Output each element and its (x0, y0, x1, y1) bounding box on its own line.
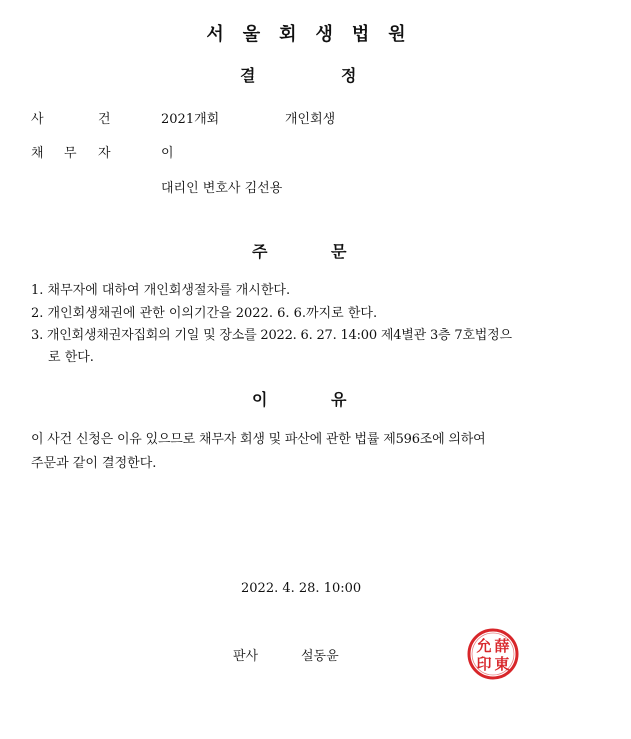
svg-text:薛: 薛 (494, 637, 510, 655)
judge-seal-stamp (466, 627, 520, 681)
case-label-char-2: 건 (98, 112, 111, 127)
doc-title-char-1: 결 (240, 66, 256, 85)
reason-title-char-2: 유 (331, 390, 347, 409)
judge-name: 설동윤 (301, 649, 339, 664)
debtor-label-char-1: 채 (31, 146, 44, 161)
representative: 대리인 변호사 김선용 (161, 181, 283, 196)
debtor-name: 이 (161, 146, 174, 161)
order-item-3-continued: 로 한다. (48, 350, 94, 365)
court-name: 서울회생법원 (206, 24, 425, 45)
debtor-label-char-2: 무 (64, 146, 77, 161)
order-item-1: 1. 채무자에 대하여 개인회생절차를 개시한다. (31, 283, 291, 298)
case-type: 개인회생 (285, 112, 336, 127)
debtor-label-char-3: 자 (98, 146, 111, 161)
reason-line-1: 이 사건 신청은 이유 있으므로 채무자 회생 및 파산에 관한 법률 제596조에 의하여 (31, 432, 486, 447)
case-label-char-1: 사 (31, 112, 44, 127)
order-title-char-2: 문 (331, 242, 347, 261)
order-item-3: 3. 개인회생채권자집회의 기일 및 장소를 2022. 6. 27. 14:00 제4별관 3층 7호법정으 (31, 328, 512, 343)
svg-text:東: 東 (494, 655, 510, 673)
decision-datetime: 2022. 4. 28. 10:00 (241, 581, 362, 596)
reason-title-char-1: 이 (252, 390, 268, 409)
reason-line-2: 주문과 같이 결정한다. (31, 456, 157, 471)
order-item-2: 2. 개인회생채권에 관한 이의기간을 2022. 6. 6.까지로 한다. (31, 306, 378, 321)
svg-text:允: 允 (476, 637, 492, 655)
case-number: 2021개회 (161, 112, 220, 127)
doc-title-char-2: 정 (341, 66, 357, 85)
svg-text:印: 印 (476, 655, 492, 673)
order-title-char-1: 주 (252, 242, 268, 261)
judge-label: 판사 (233, 649, 259, 664)
